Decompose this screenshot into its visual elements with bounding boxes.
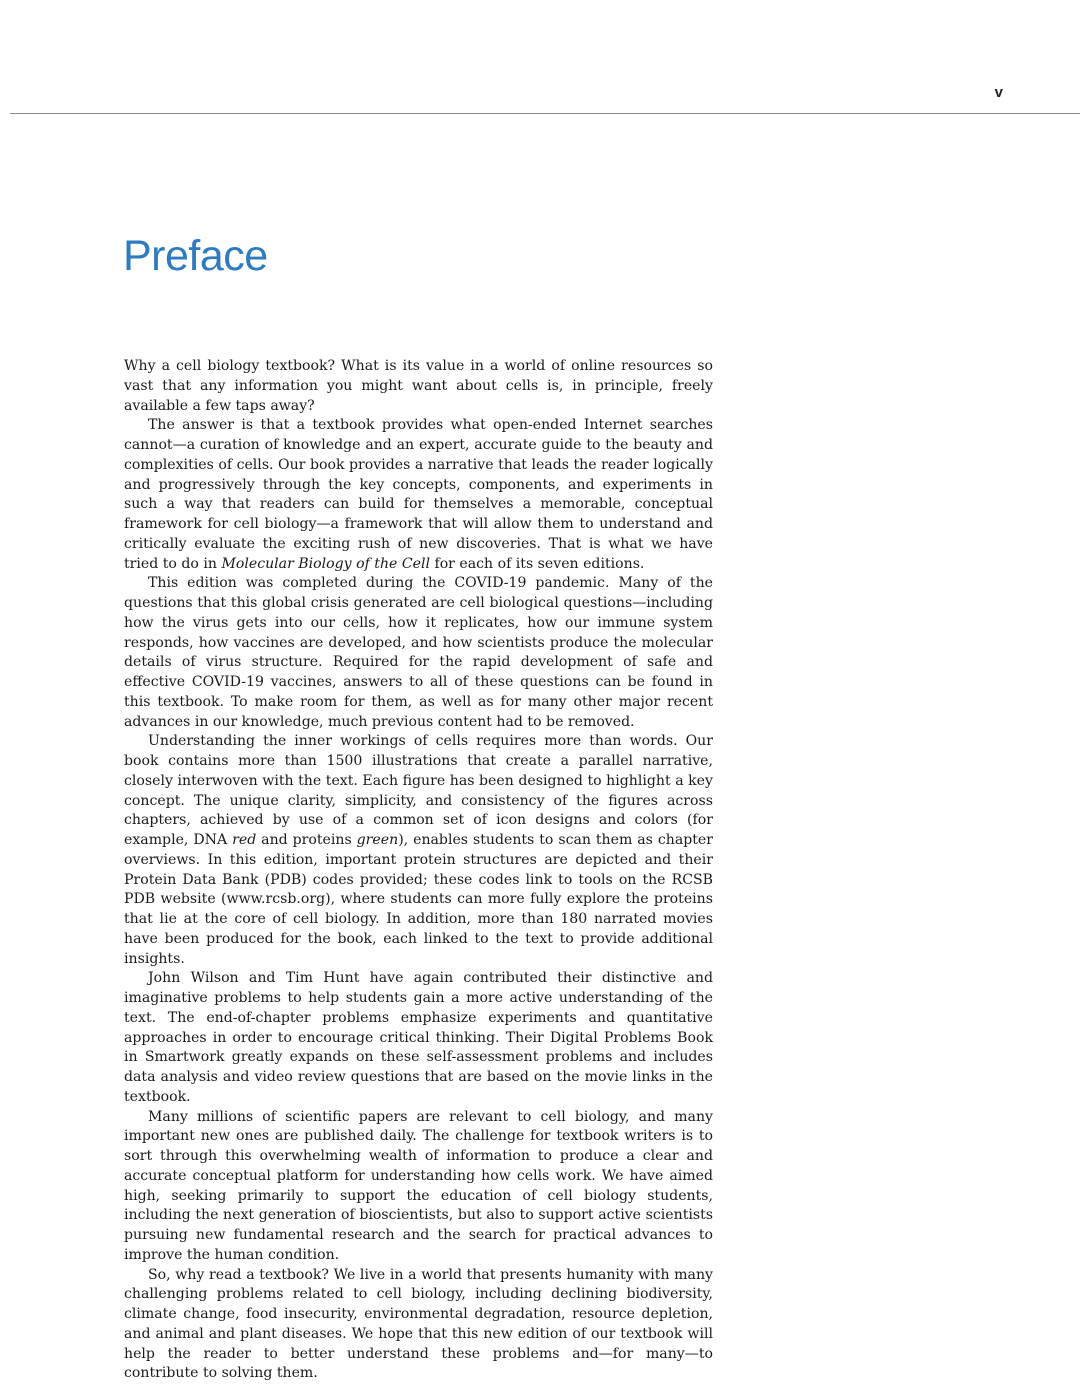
text-segment: ), enables students to scan them as chapter overviews. In this edition, important protein structures are depicted and their Protein Data Bank (PDB) codes provided; these codes link to tools on the RCSB PDB website (www.rcsb.org), where students can more fully explore the proteins that lie at the core of cell biology. In addition, more than 180 narrated movies have been produced for the book, each linked to the text to provide additional insights.	[124, 832, 714, 967]
paragraph	[124, 357, 713, 416]
text-segment: The answer is that a textbook provides what open-ended Internet searches cannot—a curation of knowledge and an expert, accurate guide to the beauty and complexities of cells. Our book provides a narrative that leads the reader logically and progressively through the key concepts, components, and experiments in such a way that readers can build for themselves a memorable, conceptual framework for cell biology—a framework that will allow them to understand and critically evaluate the exciting rush of new discoveries. That is what we have tried to do in	[124, 417, 713, 572]
paragraph	[124, 969, 713, 1107]
page-number: v	[994, 84, 1003, 101]
text-segment: Why a cell biology textbook? What is its value in a world of online resources so vast that any information you might want about cells is, in principle, freely available a few taps away?	[124, 358, 713, 414]
italic-term: red	[232, 832, 257, 848]
text-segment: Many millions of scientific papers are relevant to cell biology, and many important new ones are published daily. The challenge for textbook writers is to sort through this overwhelming wealth of information to produce a clear and accurate conceptual platform for understanding how cells work. We have aimed high, seeking primarily to support the education of cell biology students, including the next generation of bioscientists, but also to support active scientists pursuing new fundamental research and the search for practical advances to improve the human condition.	[124, 1108, 713, 1263]
text-segment: and proteins	[256, 832, 357, 848]
paragraph	[124, 416, 713, 574]
text-segment: John Wilson and Tim Hunt have again contributed their distinctive and imaginative problems to help students gain a more active understanding of the text. The end-of-chapter problems emphasize experiments and quantitative approaches in order to encourage critical thinking. Their Digital Problems Book in Smartwork greatly expands on these self-assessment problems and includes data analysis and video review questions that are based on the movie links in the textbook.	[124, 970, 713, 1105]
text-segment: for each of its seven editions.	[430, 555, 645, 572]
paragraph	[124, 1108, 713, 1266]
text-segment: So, why read a textbook? We live in a world that presents humanity with many challenging problems related to cell biology, including declining biodiversity, climate change, food insecurity, environmental degradation, resource depletion, and animal and plant diseases. We hope that this new edition of our textbook will help the reader to better understand these problems and—for many—to contribute to solving them.	[124, 1266, 713, 1382]
italic-term: green	[356, 832, 399, 848]
page-title: Preface	[123, 232, 268, 280]
text-segment: Understanding the inner workings of cells requires more than words. Our book contains more than 1500 illustrations that create a parallel narrative, closely interwoven with the text. Each figure has been designed to highlight a key concept. The unique clarity, simplicity, and consistency of the figures across chapters, achieved by use of a common set of icon designs and colors (for example, DNA	[124, 733, 713, 848]
paragraph	[124, 574, 713, 732]
paragraph	[124, 1266, 713, 1385]
paragraph	[124, 732, 713, 969]
preface-body	[124, 357, 713, 1384]
text-segment: This edition was completed during the COVID-19 pandemic. Many of the questions that this global crisis generated are cell biological questions—including how the virus gets into our cells, how it replicates, how our immune system responds, how vaccines are developed, and how scientists produce the molecular details of virus structure. Required for the rapid development of safe and effective COVID-19 vaccines, answers to all of these questions can be found in this textbook. To make room for them, as well as for many other major recent advances in our knowledge, much previous content had to be removed.	[124, 575, 713, 730]
header-rule	[10, 113, 1080, 114]
book-title-italic: Molecular Biology of the Cell	[221, 555, 430, 572]
